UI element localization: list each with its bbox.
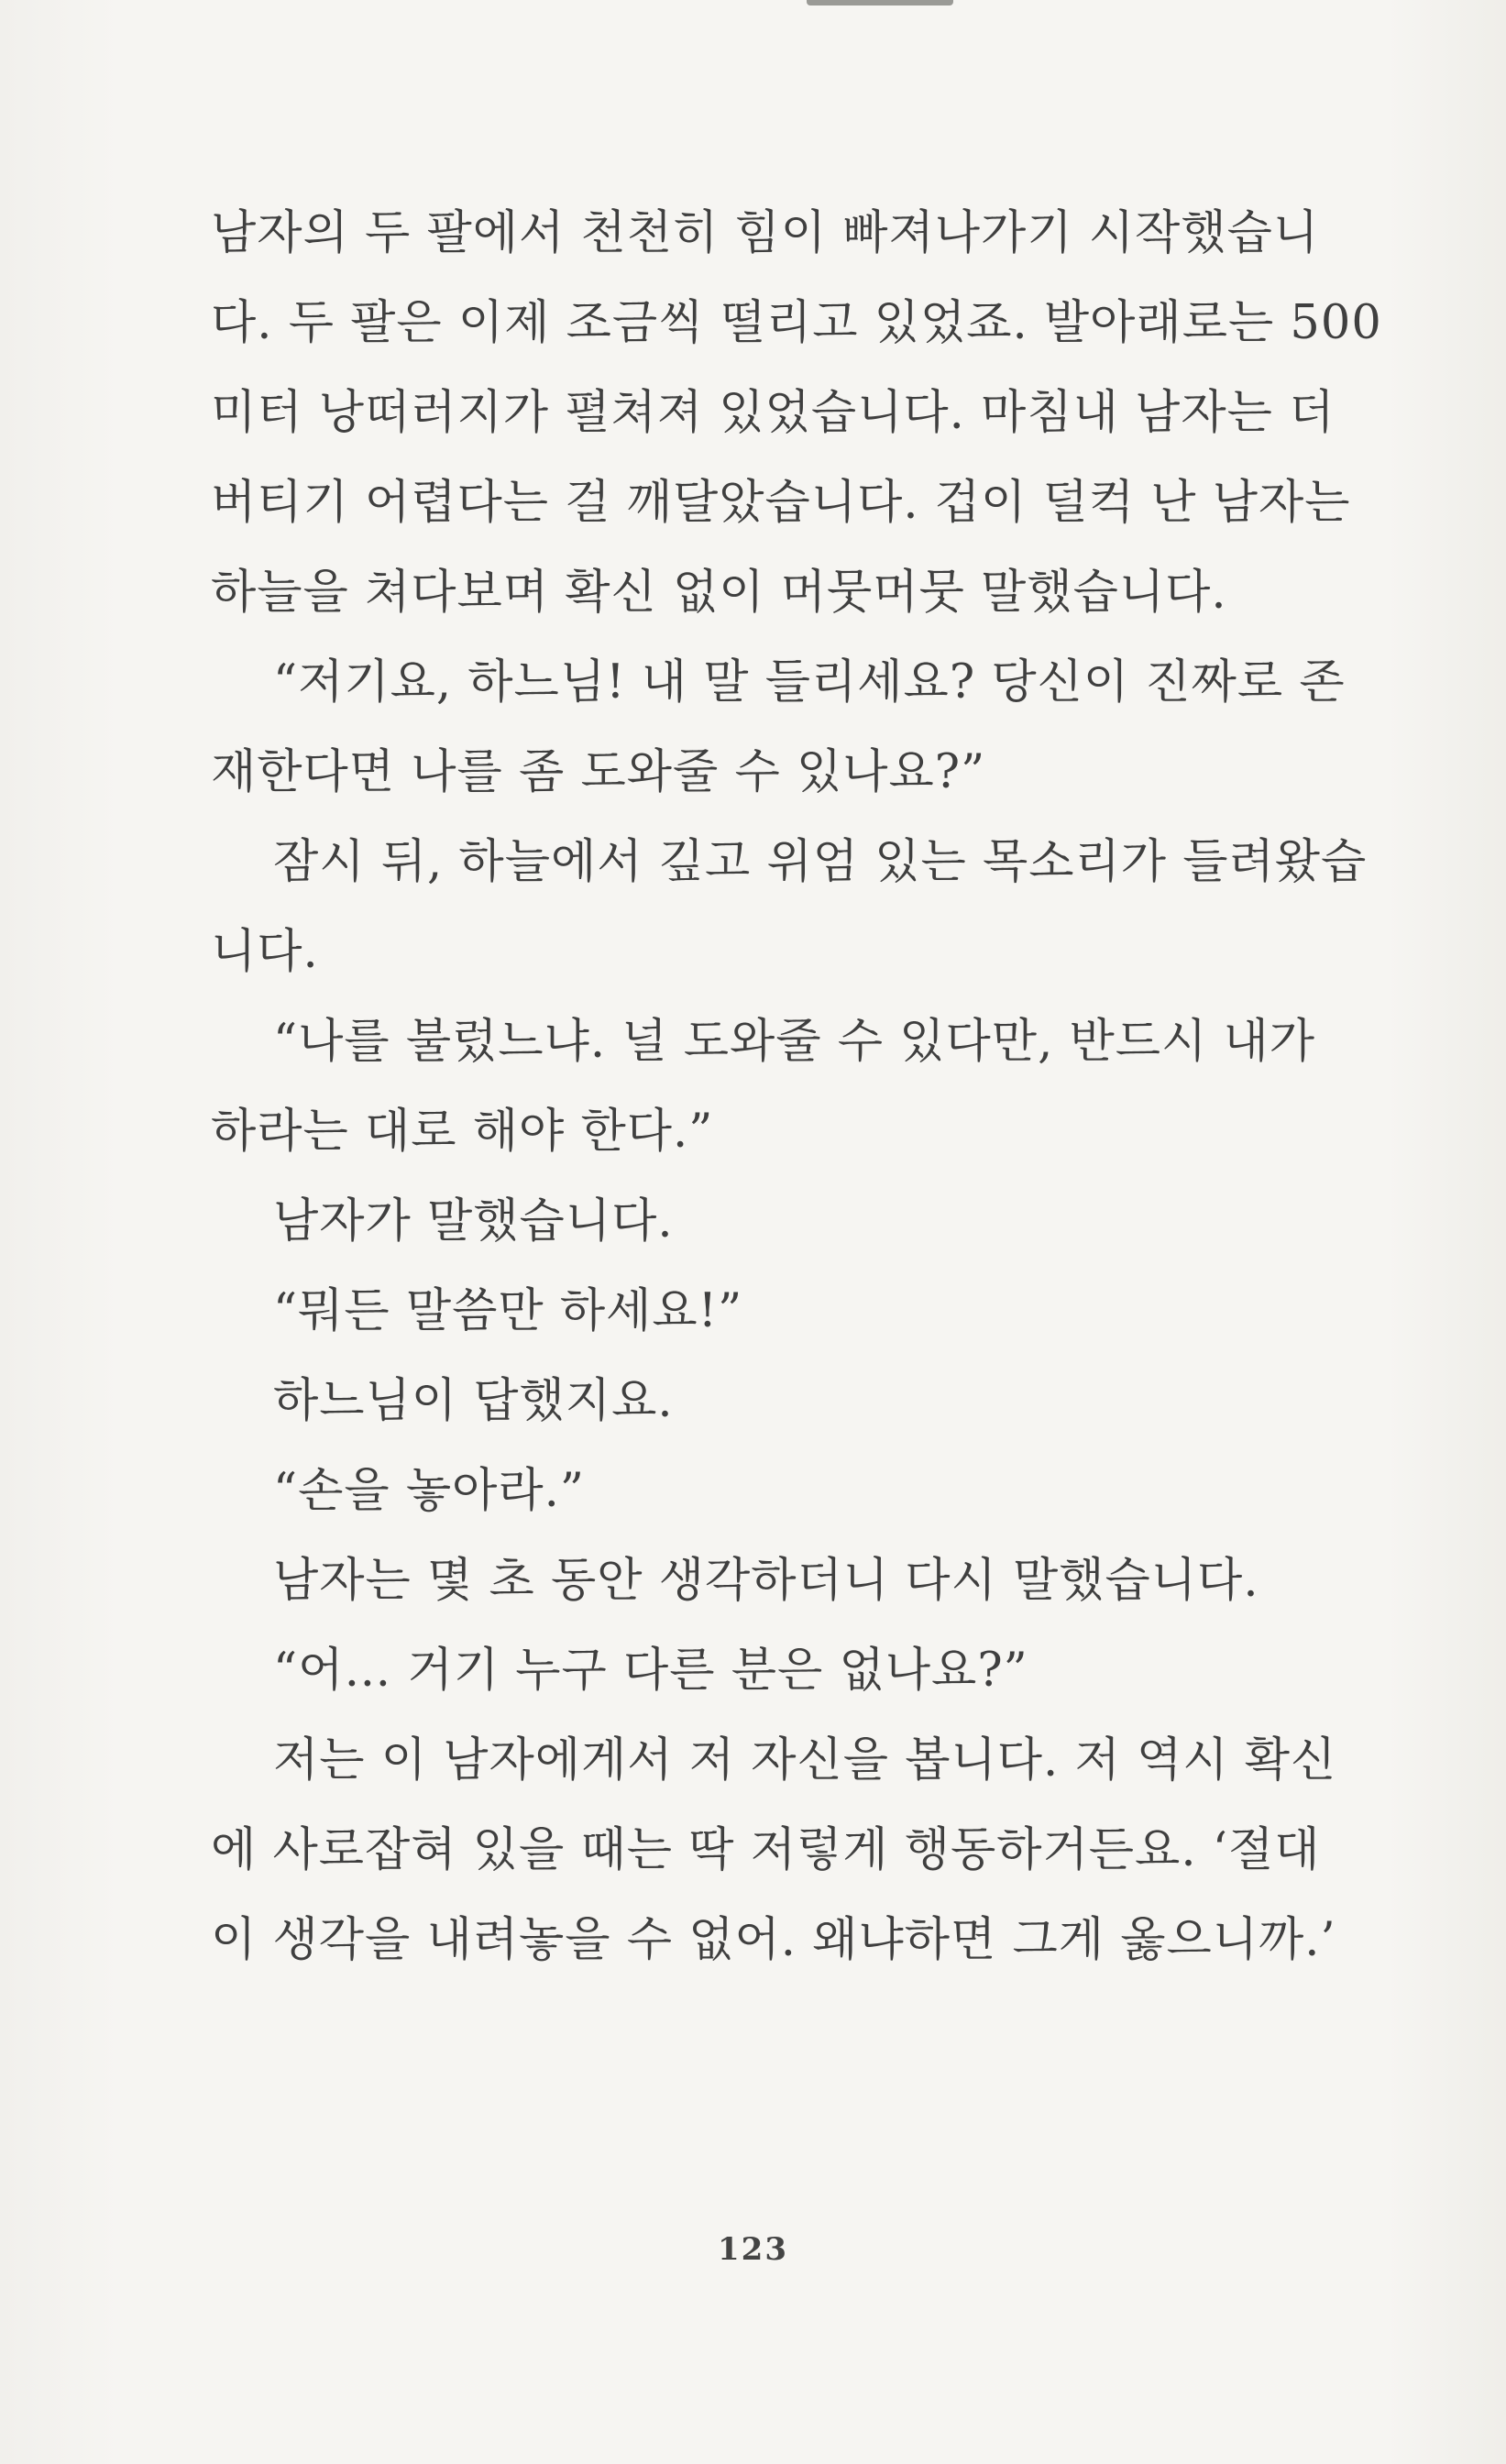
- text-line: “손을 놓아라.”: [273, 1464, 585, 1518]
- text-line: 남자가 말했습니다.: [273, 1194, 674, 1248]
- text-line: “저기요, 하느님! 내 말 들리세요? 당신이 진짜로 존: [273, 655, 1346, 710]
- text-line: 하라는 대로 해야 한다.”: [211, 1105, 714, 1159]
- text-line: 잠시 뒤, 하늘에서 깊고 위엄 있는 목소리가 들려왔습: [273, 835, 1368, 889]
- text-line: 미터 낭떠러지가 펼쳐져 있었습니다. 마침내 남자는 더: [211, 386, 1336, 440]
- text-line: “나를 불렀느냐. 널 도와줄 수 있다만, 반드시 내가: [273, 1015, 1316, 1069]
- text-line: 남자는 몇 초 동안 생각하더니 다시 말했습니다.: [273, 1554, 1259, 1608]
- text-line: 하느님이 답했지요.: [273, 1374, 674, 1428]
- text-line: 저는 이 남자에게서 저 자신을 봅니다. 저 역시 확신: [273, 1733, 1337, 1788]
- text-line: 이 생각을 내려놓을 수 없어. 왜냐하면 그게 옳으니까.’: [211, 1913, 1336, 1967]
- text-line: 하늘을 쳐다보며 확신 없이 머뭇머뭇 말했습니다.: [211, 566, 1227, 620]
- text-line: “어… 거기 누구 다른 분은 없나요?”: [273, 1644, 1028, 1698]
- text-line: 에 사로잡혀 있을 때는 딱 저렇게 행동하거든요. ‘절대: [211, 1823, 1321, 1877]
- text-line: 다. 두 팔은 이제 조금씩 떨리고 있었죠. 발아래로는 500: [211, 296, 1382, 350]
- text-line: 재한다면 나를 좀 도와줄 수 있나요?”: [211, 745, 986, 799]
- text-line: 남자의 두 팔에서 천천히 힘이 빠져나가기 시작했습니: [211, 206, 1320, 260]
- page-number: 123: [718, 2231, 788, 2268]
- text-line: 버티기 어렵다는 걸 깨달았습니다. 겁이 덜컥 난 남자는: [211, 476, 1351, 530]
- text-line: “뭐든 말씀만 하세요!”: [273, 1284, 743, 1338]
- text-line: 니다.: [211, 925, 319, 979]
- page-top-mark: [807, 0, 953, 6]
